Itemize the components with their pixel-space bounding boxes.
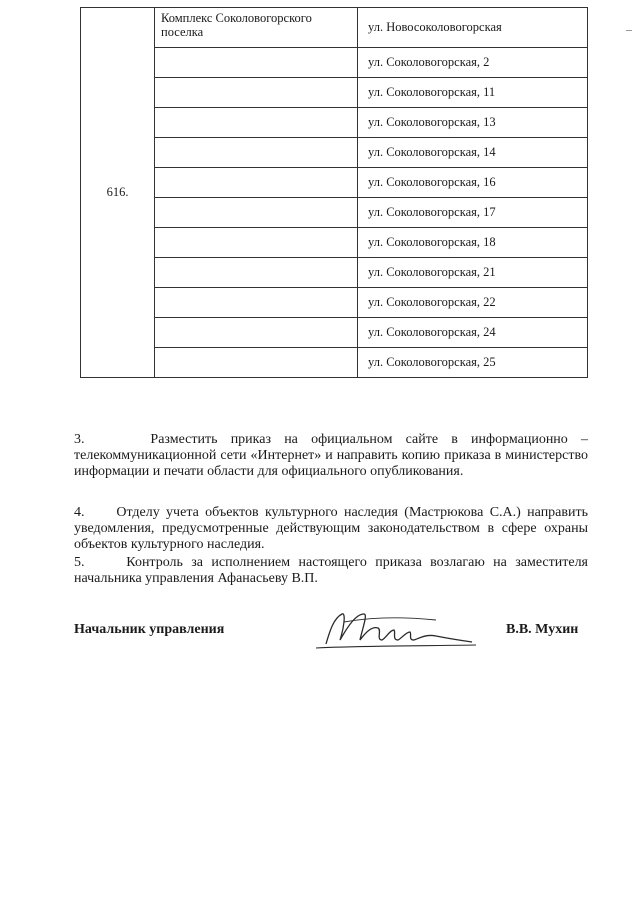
table-row — [81, 168, 588, 198]
table-row — [81, 48, 588, 78]
table-row — [81, 348, 588, 378]
table-row — [81, 138, 588, 168]
heritage-objects-table — [80, 7, 588, 378]
address-cell: ул. Соколовогорская, 25 — [358, 348, 588, 378]
table-row — [81, 258, 588, 288]
object-name-cell — [155, 288, 358, 318]
object-name-cell — [155, 138, 358, 168]
signatory-name: В.В. Мухин — [506, 622, 579, 637]
object-name-cell — [155, 348, 358, 378]
address-cell: ул. Соколовогорская, 2 — [358, 48, 588, 78]
paragraph-5: 5. Контроль за исполнением настоящего приказа возлагаю на заместителя начальника управления Афанасьеву В.П. — [74, 555, 588, 586]
address-cell: ул. Соколовогорская, 14 — [358, 138, 588, 168]
address-cell: ул. Соколовогорская, 17 — [358, 198, 588, 228]
object-name-cell — [155, 228, 358, 258]
table-row — [81, 108, 588, 138]
object-name-cell — [155, 318, 358, 348]
address-cell: ул. Новосоколовогорская — [358, 8, 588, 48]
address-cell: ул. Соколовогорская, 16 — [358, 168, 588, 198]
table-row — [81, 288, 588, 318]
object-name-cell — [155, 198, 358, 228]
address-cell: ул. Соколовогорская, 11 — [358, 78, 588, 108]
object-name-cell — [155, 78, 358, 108]
object-name-cell — [155, 168, 358, 198]
signatory-role: Начальник управления — [74, 622, 225, 637]
address-cell: ул. Соколовогорская, 22 — [358, 288, 588, 318]
paragraph-4: 4. Отделу учета объектов культурного наследия (Мастрюкова С.А.) направить уведомления, предусмотренные действующим законодательством в сфере охраны объектов культурного наследия. — [74, 505, 588, 552]
table-row — [81, 318, 588, 348]
object-name-cell — [155, 48, 358, 78]
row-number-cell: 616. — [81, 8, 155, 378]
paragraph-3: 3. Разместить приказ на официальном сайте в информационно – телекоммуникационной сети «Интернет» и направить копию приказа в министерство информации и печати области для официального опубликования. — [74, 432, 588, 479]
table-row — [81, 228, 588, 258]
object-name-cell — [155, 258, 358, 288]
address-cell: ул. Соколовогорская, 24 — [358, 318, 588, 348]
scan-edge-mark — [626, 30, 632, 31]
handwritten-signature — [286, 600, 486, 660]
table-row — [81, 198, 588, 228]
address-cell: ул. Соколовогорская, 18 — [358, 228, 588, 258]
address-cell: ул. Соколовогорская, 21 — [358, 258, 588, 288]
address-cell: ул. Соколовогорская, 13 — [358, 108, 588, 138]
table-row — [81, 8, 588, 48]
object-name-cell — [155, 108, 358, 138]
object-name-cell: Комплекс Соколовогорского поселка — [155, 8, 358, 48]
table-row — [81, 78, 588, 108]
